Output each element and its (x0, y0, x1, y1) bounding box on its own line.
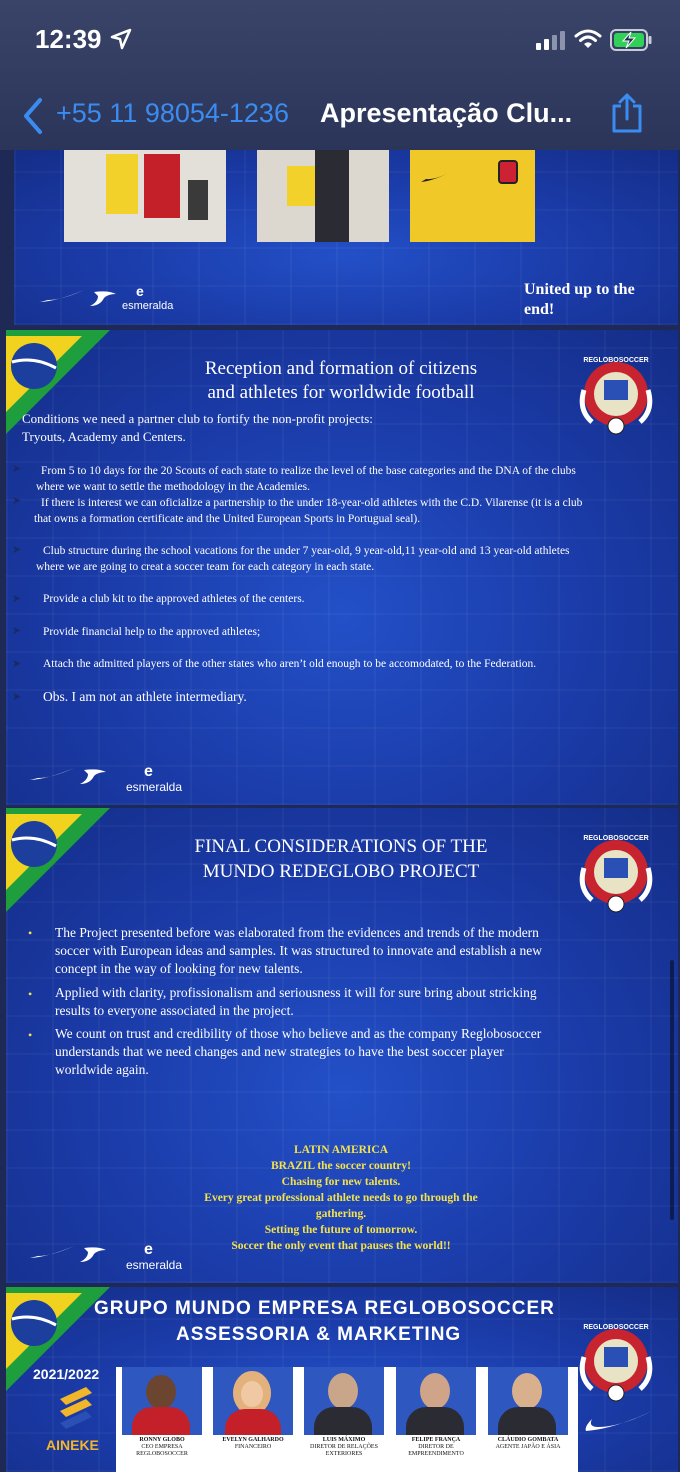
esmeralda-brand: esmeralda (126, 1258, 183, 1272)
slide2-item-2a: If there is interest we can oficialize a partnership to the under 18-year-old athletes with the C.D. Vilarense (it is a club (41, 497, 583, 509)
person-role: FINANCEIRO (234, 1444, 272, 1450)
person-photo (304, 1367, 384, 1435)
nike-logo-icon (584, 1407, 654, 1437)
slide3-bullet2-line1: Applied with clarity, profissionalism and seriousness it will for sure bring about stricking (55, 985, 537, 1000)
bullet-icon: • (28, 926, 33, 940)
svg-text:REGLOBOSOCCER: REGLOBOSOCCER (583, 357, 649, 364)
slide2-item-1b: where we want to settle the methodology in the Academies. (36, 481, 311, 493)
wifi-icon (574, 28, 602, 50)
arrow-bullet-icon: ➤ (12, 544, 22, 556)
slide3-bullet1-line1: The Project presented before was elaborated from the evidences and trends of the modern (55, 925, 539, 940)
reglobosoccer-crest-icon (574, 350, 658, 440)
slide3-bullet1-line3: concept in the way of looking for new talents. (55, 961, 303, 976)
slide3-bullet3-line1: We count on trust and credibility of those who believe and as the company Reglobosoccer (55, 1026, 542, 1041)
slide2-subtitle-line2: Tryouts, Academy and Centers. (22, 429, 186, 444)
svg-text:e: e (136, 284, 144, 299)
person-role: AGENTE JAPÃO E ÁSIA (495, 1444, 561, 1450)
top-bar (0, 0, 680, 150)
slide2-item-7: Obs. I am not an athlete intermediary. (43, 689, 247, 704)
person-name: FELIPE FRANÇA (411, 1437, 461, 1443)
reglobosoccer-crest-icon (574, 828, 658, 918)
slide3-bullet2-line2: results to everyone associated in the project. (55, 1003, 294, 1018)
arrow-bullet-icon: ➤ (12, 463, 22, 475)
slide2-title-line2: and athletes for worldwide football (207, 382, 475, 403)
arrow-bullet-icon: ➤ (12, 658, 22, 670)
slide-reception-formation (6, 330, 678, 805)
slide-final-considerations (6, 808, 678, 1283)
slide3-bullet1-line2: soccer with European ideas and samples. It was structured to innovate and establish a new (55, 943, 542, 958)
photo-yellow-jersey (410, 150, 535, 242)
slide2-item-5: Provide financial help to the approved athletes; (43, 626, 261, 638)
person-name: RONNY GLOBO (139, 1437, 185, 1443)
arrow-bullet-icon: ➤ (12, 593, 22, 605)
person-photo (396, 1367, 476, 1435)
slide-partnership-photos (14, 150, 678, 325)
slogan-line-2: end! (524, 301, 555, 318)
status-time: 12:39 (35, 24, 102, 54)
battery-charging-icon (610, 29, 652, 51)
person-role: DIRETOR DE RELAÇÕES EXTERIORES (310, 1444, 378, 1457)
scrollbar[interactable] (670, 960, 674, 1220)
slogan-line-1: United up to the (524, 281, 635, 298)
person-role: CEO EMPRESA REGLOBOSOCCER (136, 1444, 188, 1457)
esmeralda-brand: esmeralda (126, 780, 183, 794)
slide3-bullet3-line2: understands that we need changes and new strategies to have the best soccer player (55, 1044, 504, 1059)
photo-handshake (257, 150, 389, 242)
slide2-item-3b: where we are going to creat a soccer team for each category in each state. (36, 561, 375, 573)
back-chevron-icon[interactable] (20, 96, 44, 136)
document-title: Apresentação Clu... (320, 98, 573, 128)
photo-jerseys (64, 150, 226, 242)
season-year: 2021/2022 (33, 1366, 100, 1382)
person-name: LUIS MÁXIMO (322, 1437, 366, 1443)
slide2-item-3a: Club structure during the school vacations for the under 7 year-old, 9 year-old,11 year-old and 13 year-old athletes (43, 545, 570, 557)
slide3-title-line2: MUNDO REDEGLOBO PROJECT (202, 861, 480, 882)
person-photo (213, 1367, 293, 1435)
slide3-bullet3-line3: worldwide again. (55, 1062, 149, 1077)
slide2-subtitle-line1: Conditions we need a partner club to fortify the non-profit projects: (22, 411, 373, 426)
closing-line-5: gathering. (315, 1208, 367, 1220)
arrow-bullet-icon: ➤ (12, 691, 22, 703)
person-role: DIRETOR DE EMPREENDIMENTO (408, 1444, 464, 1457)
location-arrow-icon (110, 28, 132, 50)
person-name: EVELYN GALHARDO (222, 1437, 284, 1443)
svg-text:REGLOBOSOCCER: REGLOBOSOCCER (583, 835, 649, 842)
slide3-title-line1: FINAL CONSIDERATIONS OF THE (194, 836, 488, 857)
brazil-flag-icon (6, 808, 116, 918)
closing-line-6: Setting the future of tomorrow. (264, 1224, 418, 1236)
slide2-item-2b: that owns a formation certificate and the United European Sports in Portugual seal). (34, 513, 421, 525)
closing-line-4: Every great professional athlete needs to go through the (204, 1192, 478, 1204)
slide4-title-line2: ASSESSORIA & MARKETING (176, 1324, 462, 1345)
closing-line-7: Soccer the only event that pauses the world!! (231, 1240, 451, 1252)
closing-line-3: Chasing for new talents. (281, 1176, 401, 1188)
aineke-brand: AINEKE (46, 1437, 99, 1453)
closing-line-2: BRAZIL the soccer country! (270, 1160, 411, 1172)
aineke-logo-icon (56, 1385, 96, 1429)
svg-text:e: e (144, 1241, 153, 1258)
esmeralda-brand: esmeralda (122, 300, 174, 312)
closing-line-1: LATIN AMERICA (293, 1144, 389, 1156)
slide4-title-line1: GRUPO MUNDO EMPRESA REGLOBOSOCCER (94, 1298, 555, 1319)
person-name: CLÁUDIO GOMBATA (497, 1437, 559, 1443)
slide2-title-line1: Reception and formation of citizens (204, 358, 478, 379)
contact-phone-link[interactable]: +55 11 98054-1236 (56, 98, 289, 128)
signal-icon (536, 30, 566, 50)
reglobosoccer-crest-icon (574, 1317, 658, 1407)
slide2-item-1a: From 5 to 10 days for the 20 Scouts of each state to realize the level of the base categories and the DNA of the clubs (41, 465, 576, 477)
arrow-bullet-icon: ➤ (12, 625, 22, 637)
slide-team (6, 1287, 678, 1472)
svg-text:REGLOBOSOCCER: REGLOBOSOCCER (583, 1324, 649, 1331)
arrow-bullet-icon: ➤ (12, 495, 22, 507)
bullet-icon: • (28, 987, 33, 1001)
team-panel (116, 1367, 578, 1472)
person-photo (488, 1367, 568, 1435)
slide2-item-4: Provide a club kit to the approved athletes of the centers. (43, 593, 305, 605)
share-icon[interactable] (610, 92, 644, 134)
svg-text:e: e (144, 763, 153, 780)
slide2-item-6: Attach the admitted players of the other states who aren’t old enough to be accomodated, to the Federation. (43, 658, 537, 670)
bullet-icon: • (28, 1028, 33, 1042)
person-photo (122, 1367, 202, 1435)
